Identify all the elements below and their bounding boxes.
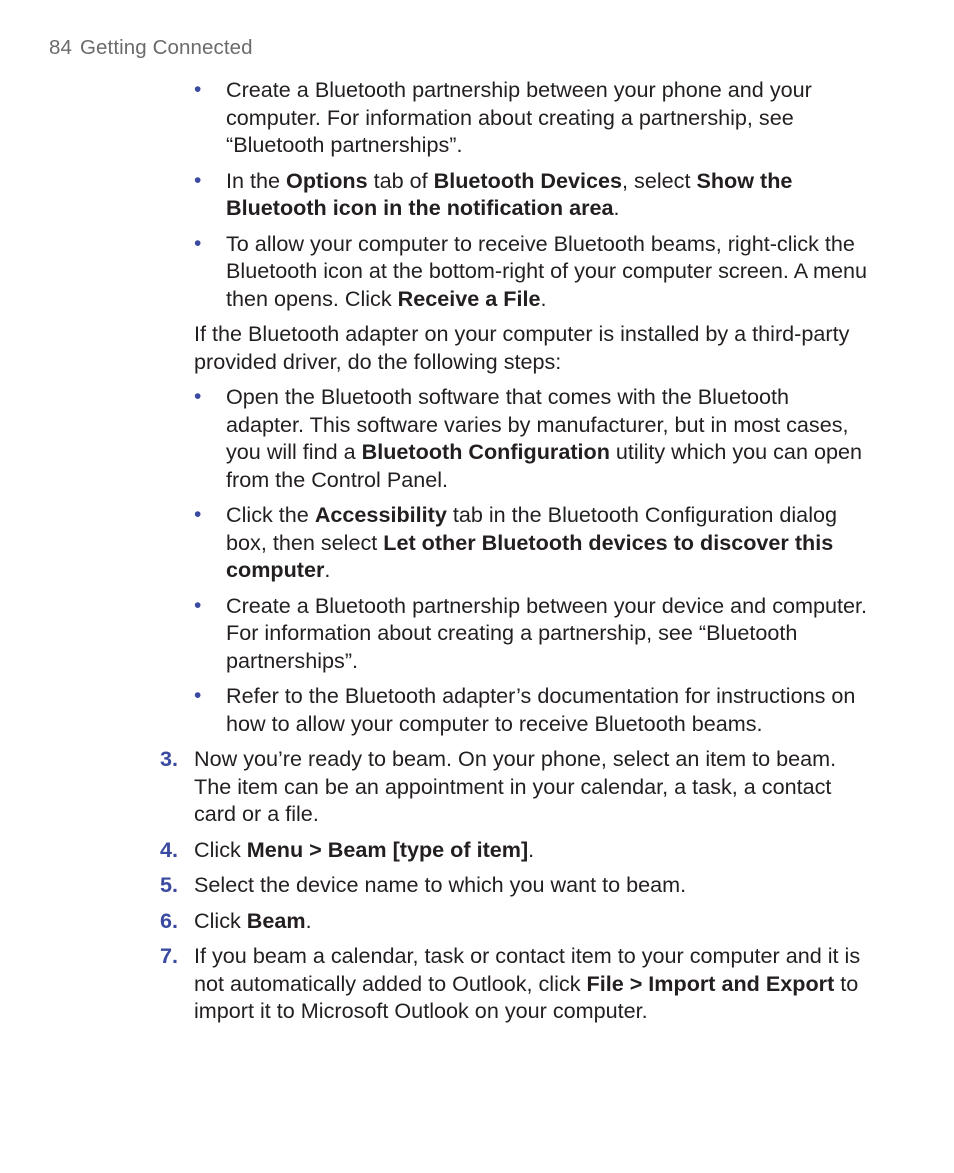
bullet-dot-icon: • bbox=[194, 168, 202, 192]
page-header bbox=[49, 36, 253, 60]
bullet-dot-icon: • bbox=[194, 593, 202, 617]
text-run: Click bbox=[194, 836, 247, 862]
text-run: . bbox=[613, 195, 620, 220]
text-run: Refer to the Bluetooth adapter’s documentation for instructions on how to allow your computer to receive Bluetooth beams. bbox=[226, 683, 856, 736]
bullet-dot-icon: • bbox=[194, 503, 202, 526]
page-number: 84 bbox=[49, 36, 73, 59]
bullet-dot-icon: • bbox=[194, 231, 202, 255]
bullet-item bbox=[160, 76, 870, 159]
text-run: . bbox=[305, 907, 312, 933]
bullet-item bbox=[160, 592, 870, 675]
text-run: To allow your computer to receive Bluetooth beams, right-click the Bluetooth icon at the bottom-right of your computer screen. A menu then opens. Click bbox=[226, 230, 867, 311]
bullet-item bbox=[160, 501, 870, 584]
bold-term: Beam bbox=[246, 907, 306, 933]
bold-term: Let other Bluetooth devices to discover this computer bbox=[226, 529, 834, 582]
text-run: Open the Bluetooth software that comes with the Bluetooth adapter. This software varies by manufacturer, but in most cases, you will find a bbox=[226, 384, 849, 464]
step-item bbox=[160, 942, 870, 1025]
step-item bbox=[160, 745, 870, 828]
paragraph-third-party: If the Bluetooth adapter on your computer is installed by a third-party provided driver, do the following steps: bbox=[194, 321, 850, 374]
text-run: tab in the Bluetooth Configuration dialog box, then select bbox=[226, 502, 838, 555]
bullet-list-windows bbox=[160, 76, 870, 312]
step-item bbox=[160, 836, 870, 864]
text-run: to import it to Microsoft Outlook on your computer. bbox=[194, 970, 859, 1023]
text-run: Click bbox=[194, 907, 247, 933]
bullet-item bbox=[160, 682, 870, 737]
bullet-list-third-party bbox=[160, 383, 870, 737]
bold-term: Menu > Beam [type of item] bbox=[246, 836, 529, 862]
bullet-item bbox=[160, 383, 870, 493]
step-number: 6. bbox=[160, 907, 179, 933]
text-run: In the bbox=[226, 167, 287, 193]
text-run: Now you’re ready to beam. On your phone, select an item to beam. The item can be an appointment in your calendar, a task, a contact card or a file. bbox=[194, 746, 837, 826]
bold-term: Bluetooth Devices bbox=[433, 167, 623, 193]
step-number: 3. bbox=[160, 746, 179, 771]
text-run: Create a Bluetooth partnership between your device and computer. For information about creating a partnership, see “Bluetooth partnerships”. bbox=[226, 592, 868, 673]
text-run: Select the device name to which you want to beam. bbox=[194, 872, 687, 897]
text-run: If you beam a calendar, task or contact item to your computer and it is not automatically added to Outlook, click bbox=[194, 943, 861, 996]
numbered-steps bbox=[160, 745, 870, 1025]
text-run: . bbox=[528, 836, 535, 862]
step-item bbox=[160, 871, 870, 899]
bullet-item bbox=[160, 167, 870, 222]
bold-term: Accessibility bbox=[314, 502, 447, 527]
text-run: . bbox=[540, 285, 547, 311]
text-run: , select bbox=[622, 167, 697, 193]
section-title: Getting Connected bbox=[80, 36, 253, 59]
bullet-dot-icon: • bbox=[194, 385, 202, 408]
step-item bbox=[160, 907, 870, 935]
text-run: . bbox=[324, 557, 331, 582]
bold-term: File > Import and Export bbox=[586, 970, 835, 996]
bullet-item bbox=[160, 230, 870, 313]
bold-term: Receive a File bbox=[397, 285, 541, 311]
bold-term: Options bbox=[286, 167, 368, 193]
text-run: Click the bbox=[226, 502, 315, 527]
step-number: 5. bbox=[160, 872, 179, 897]
bullet-dot-icon: • bbox=[194, 78, 202, 101]
step-number: 7. bbox=[160, 943, 179, 968]
bold-term: Show the Bluetooth icon in the notification area bbox=[226, 167, 793, 220]
text-run: Create a Bluetooth partnership between your phone and your computer. For information about creating a partnership, see “Bluetooth partnerships”. bbox=[226, 77, 812, 157]
bold-term: Bluetooth Configuration bbox=[361, 439, 610, 464]
step-number: 4. bbox=[160, 836, 179, 862]
bullet-dot-icon: • bbox=[194, 684, 202, 707]
text-run: tab of bbox=[367, 167, 434, 193]
page-content bbox=[160, 76, 870, 1033]
text-run: utility which you can open from the Control Panel. bbox=[226, 439, 862, 492]
